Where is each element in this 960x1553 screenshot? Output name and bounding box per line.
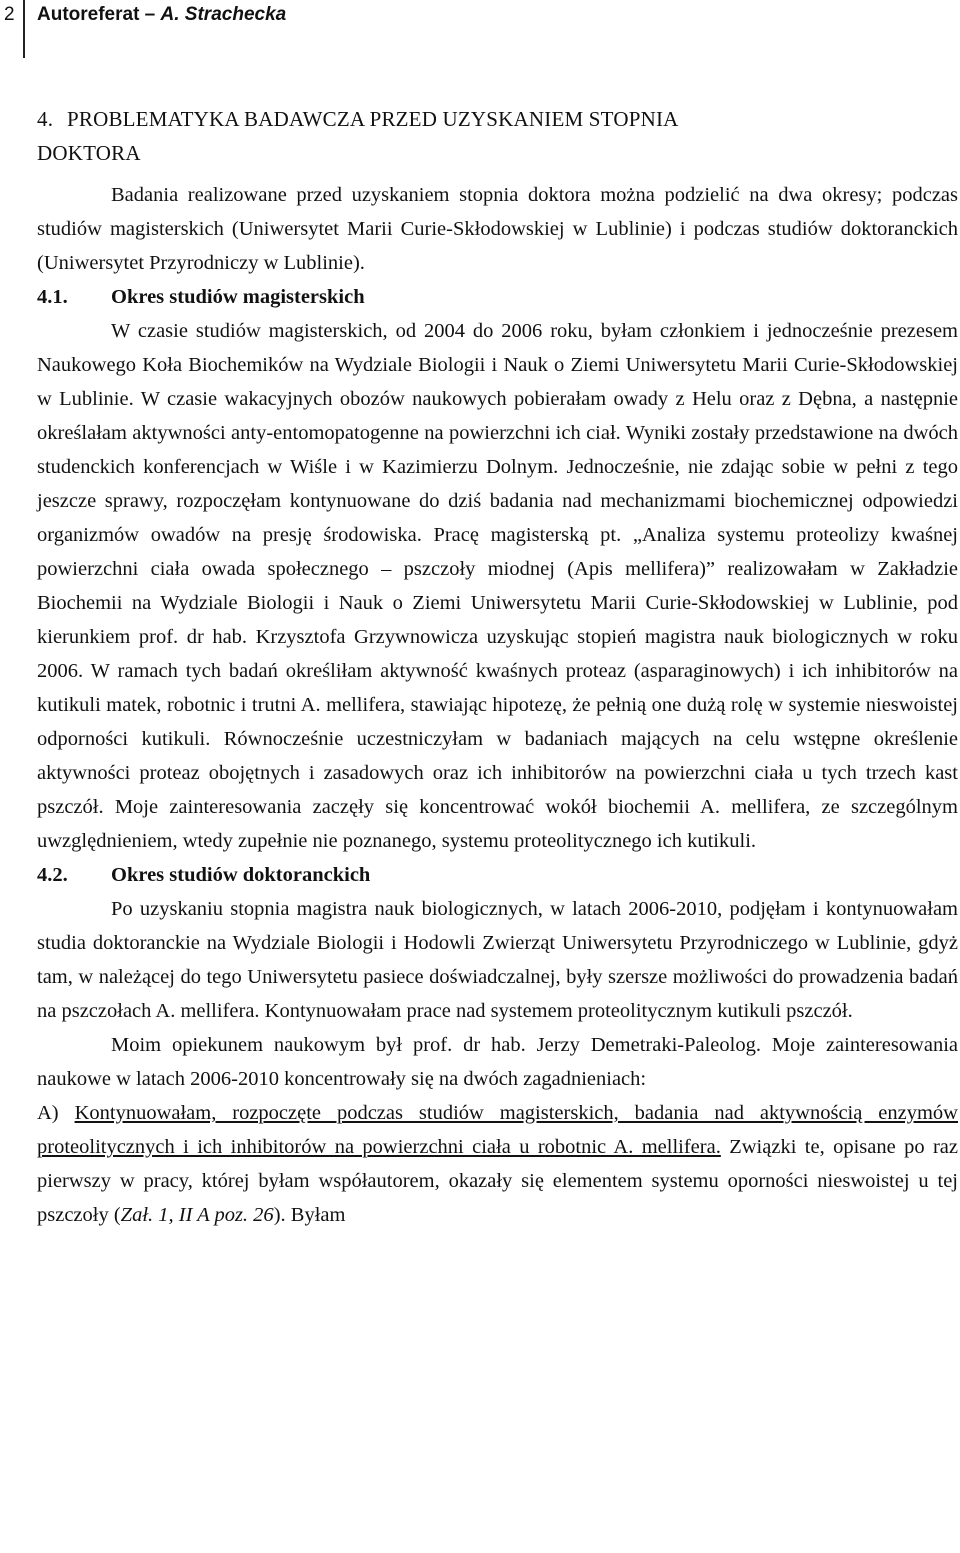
header-divider [23,0,25,58]
section-4-1-body: W czasie studiów magisterskich, od 2004 do 2006 roku, byłam członkiem i jednocześnie prezesem Naukowego Koła Biochemików na Wydziale Biologii i Nauk o Ziemi Uniwersytetu Marii Curie-Skłodowskiej w Lublinie. W czasie wakacyjnych obozów naukowych pobierałam owady z Helu oraz z Dębna, a następnie określałam aktywności anty-entomopatogenne na powierzchni ich ciał. Wyniki zostały przedstawione na dwóch studenckich konferencjach w Wiśle i w Kazimierzu Dolnym. Jednocześnie, nie zdając sobie w pełni z tego jeszcze sprawy, rozpoczęłam kontynuowane do dziś badania nad mechanizmami biochemicznej odpowiedzi organizmów owadów na presję środowiska. Pracę magisterską pt. „Analiza systemu proteolizy kwaśnej powierzchni ciała owada społecznego – pszczoły miodnej (Apis mellifera)” realizowałam w Zakładzie Biochemii na Wydziale Biologii i Nauk o Ziemi Uniwersytetu Marii Curie-Skłodowskiej w Lublinie, pod kierunkiem prof. dr hab. Krzysztofa Grzywnowicza uzyskując stopień magistra nauk biologicznych w roku 2006. W ramach tych badań określiłam aktywność kwaśnych proteaz (asparaginowych) i ich inhibitorów na kutikuli matek, robotnic i trutni A. mellifera, stawiając hipotezę, że pełnią one dużą rolę w systemie nieswoistej odporności kutikuli. Równocześnie uczestniczyłam w badaniach mających na celu wstępne określenie aktywności proteaz obojętnych i zasadowych oraz ich inhibitorów na powierzchni ciała u tych trzech kast pszczół. Moje zainteresowania zaczęły się koncentrować wokół biochemii A. mellifera, ze szczególnym uwzględnieniem, wtedy zupełnie nie poznanego, systemu proteolitycznego ich kutikuli. [37,320,958,852]
section-4-number: 4. [37,107,54,131]
running-title-prefix: Autoreferat – [37,4,161,25]
section-4-1-heading [37,280,958,314]
section-4-heading-line2: DOKTORA [37,141,141,165]
item-a-underlined: Kontynuowałam, rozpoczęte podczas studiów magisterskich, badania nad aktywnością enzymów proteolitycznych i ich inhibitorów na powierzchni ciała u robotnic A. mellifera. [37,1102,958,1158]
item-a-end: ). Byłam [273,1204,346,1226]
section-4-1-number: 4.1. [37,286,68,308]
page-number: 2 [4,4,15,25]
section-4-heading [37,102,958,136]
section-4-2-para2: Moim opiekunem naukowym był prof. dr hab. Jerzy Demetraki-Paleolog. Moje zainteresowania naukowe w latach 2006-2010 koncentrowały się na dwóch zagadnieniach: [37,1034,958,1090]
section-4-2-item-a [37,1096,958,1232]
running-title-author: A. Strachecka [160,4,287,25]
section-4-1-title: Okres studiów magisterskich [111,286,365,308]
item-a-text: Związki te, opisane po raz pierwszy w pracy, której byłam współautorem, okazały się elementem systemu oporności nieswoistej u tej pszczoły ( [37,1136,958,1226]
section-4-2-heading [37,858,958,892]
section-4-2-para1: Po uzyskaniu stopnia magistra nauk biologicznych, w latach 2006-2010, podjęłam i kontynuowałam studia doktoranckie na Wydziale Biologii i Hodowli Zwierząt Uniwersytetu Przyrodniczego w Lublinie, gdyż tam, w należącej do tego Uniwersytetu pasiece doświadczalnej, były szersze możliwości do prowadzenia badań na pszczołach A. mellifera. Kontynuowałam prace nad systemem proteolitycznym kutikuli pszczół. [37,898,958,1022]
section-4-intro: Badania realizowane przed uzyskaniem stopnia doktora można podzielić na dwa okresy; podczas studiów magisterskich (Uniwersytet Marii Curie-Skłodowskiej w Lublinie) i podczas studiów doktoranckich (Uniwersytet Przyrodniczy w Lublinie). [37,184,958,274]
running-title [37,4,286,26]
section-4-2-number: 4.2. [37,864,68,886]
item-a-citation: Zał. 1, II A poz. 26 [120,1204,274,1226]
section-4-2-title: Okres studiów doktoranckich [111,864,371,886]
item-a-prefix: A) [37,1102,75,1124]
section-4-title-line1: PROBLEMATYKA BADAWCZA PRZED UZYSKANIEM STOPNIA [67,107,679,131]
document-body [37,102,958,1232]
page-header [0,0,960,60]
